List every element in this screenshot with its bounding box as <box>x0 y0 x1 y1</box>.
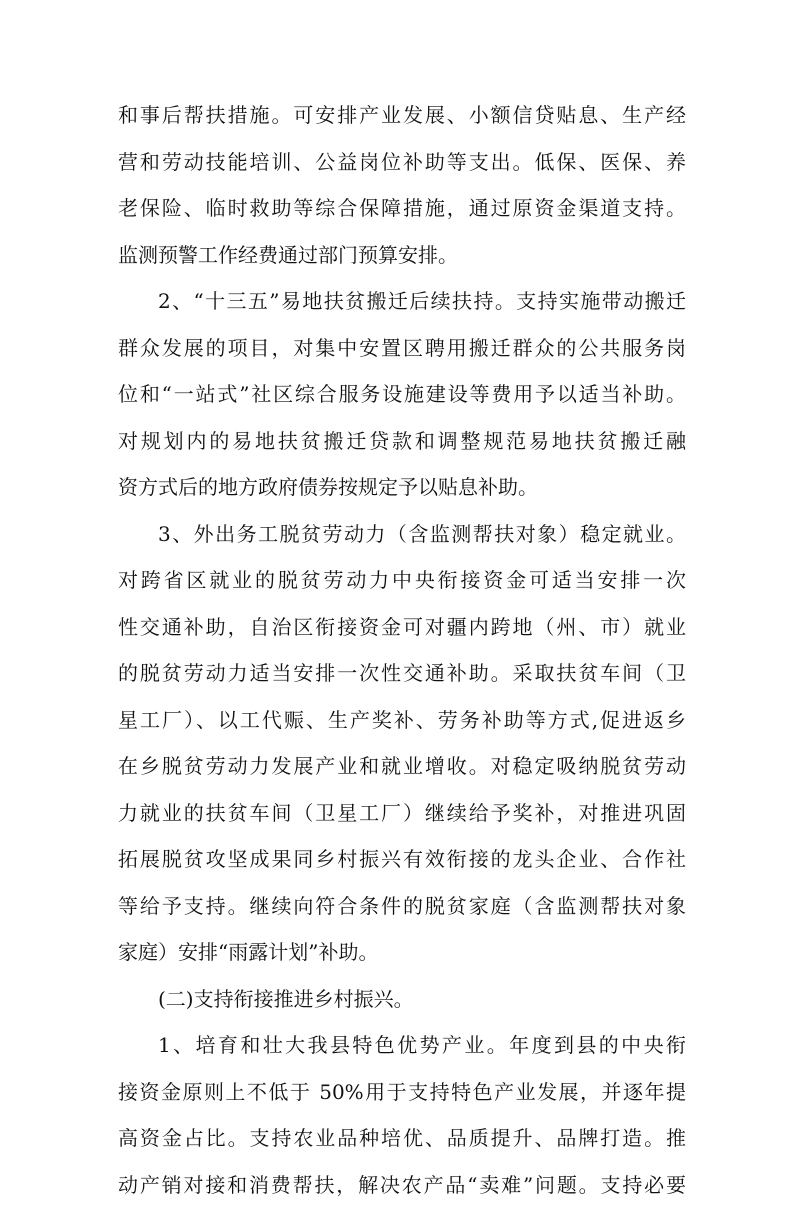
text-line: 在乡脱贫劳动力发展产业和就业增收。对稳定吸纳脱贫劳动 <box>118 743 686 790</box>
text-line: 家庭）安排“雨露计划”补助。 <box>118 929 686 976</box>
text-line: 的脱贫劳动力适当安排一次性交通补助。采取扶贫车间（卫 <box>118 650 686 697</box>
text-line: 和事后帮扶措施。可安排产业发展、小额信贷贴息、生产经 <box>118 92 686 139</box>
text-line: 3、外出务工脱贫劳动力（含监测帮扶对象）稳定就业。 <box>118 511 686 558</box>
text-line: 力就业的扶贫车间（卫星工厂）继续给予奖补，对推进巩固 <box>118 790 686 837</box>
text-line: 动产销对接和消费帮扶，解决农产品“卖难”问题。支持必要 <box>118 1162 686 1208</box>
text-line: 2、“十三五”易地扶贫搬迁后续扶持。支持实施带动搬迁 <box>118 278 686 325</box>
text-line: 对跨省区就业的脱贫劳动力中央衔接资金可适当安排一次 <box>118 557 686 604</box>
text-line: 性交通补助，自治区衔接资金可对疆内跨地（州、市）就业 <box>118 604 686 651</box>
body-text <box>118 92 686 1208</box>
text-line: 群众发展的项目，对集中安置区聘用搬迁群众的公共服务岗 <box>118 325 686 372</box>
text-line: 等给予支持。继续向符合条件的脱贫家庭（含监测帮扶对象 <box>118 883 686 930</box>
text-line: 对规划内的易地扶贫搬迁贷款和调整规范易地扶贫搬迁融 <box>118 418 686 465</box>
text-line: 高资金占比。支持农业品种培优、品质提升、品牌打造。推 <box>118 1115 686 1162</box>
text-line: 位和“一站式”社区综合服务设施建设等费用予以适当补助。 <box>118 371 686 418</box>
text-line: 资方式后的地方政府债券按规定予以贴息补助。 <box>118 464 686 511</box>
text-line: 老保险、临时救助等综合保障措施，通过原资金渠道支持。 <box>118 185 686 232</box>
text-line: 星工厂）、以工代赈、生产奖补、劳务补助等方式,促进返乡 <box>118 697 686 744</box>
text-line: 监测预警工作经费通过部门预算安排。 <box>118 232 686 279</box>
text-line: 接资金原则上不低于 50%用于支持特色产业发展，并逐年提 <box>118 1069 686 1116</box>
text-line: 营和劳动技能培训、公益岗位补助等支出。低保、医保、养 <box>118 139 686 186</box>
text-line: 拓展脱贫攻坚成果同乡村振兴有效衔接的龙头企业、合作社 <box>118 836 686 883</box>
section-heading: (二)支持衔接推进乡村振兴。 <box>118 976 686 1023</box>
text-line: 1、培育和壮大我县特色优势产业。年度到县的中央衔 <box>118 1022 686 1069</box>
